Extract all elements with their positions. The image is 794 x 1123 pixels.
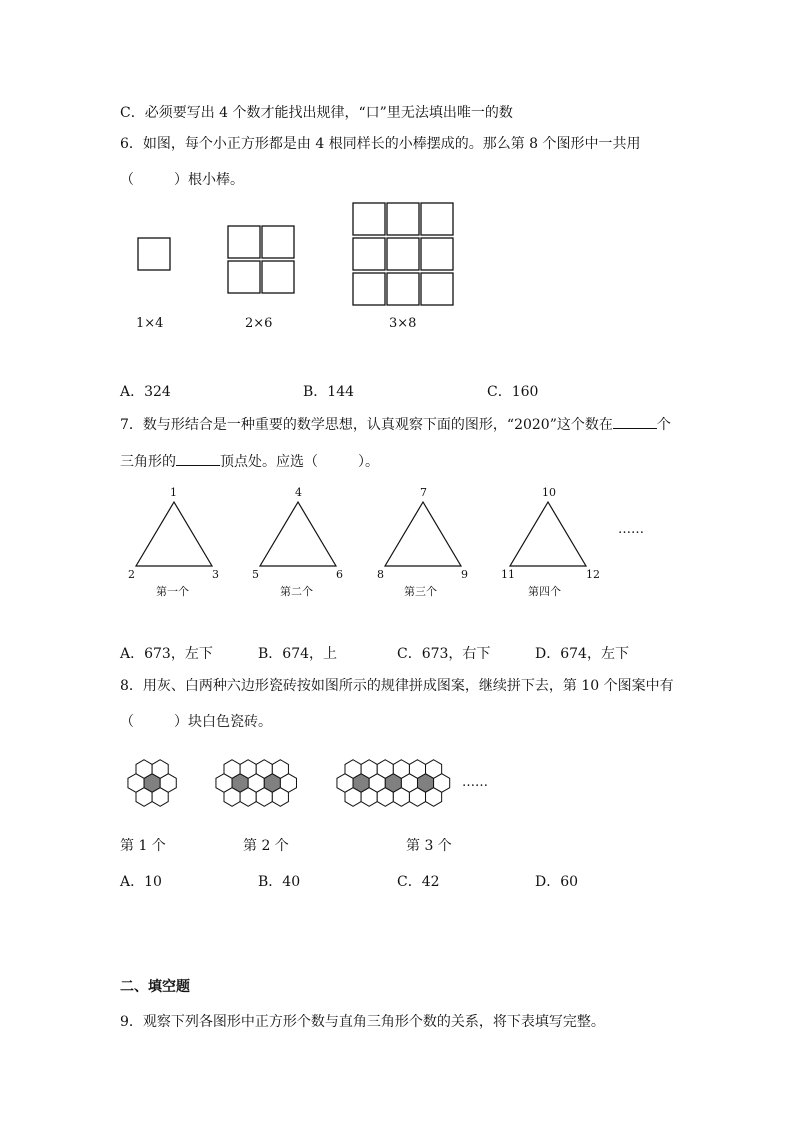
- q7-option-c[interactable]: C．673，右下: [397, 646, 491, 662]
- q8-option-b[interactable]: B．40: [258, 874, 301, 890]
- q8-caption-3: 第 3 个: [406, 838, 452, 854]
- q7-t4-right: 12: [586, 568, 600, 581]
- q7-stem-text-d: 顶点处。应选（: [220, 454, 318, 470]
- q7-t3-left: 8: [377, 568, 384, 581]
- q7-option-b[interactable]: B．674，上: [258, 646, 338, 662]
- q7-option-a[interactable]: A．673，左下: [120, 646, 213, 662]
- q7-t2-right: 6: [336, 568, 343, 581]
- q7-t2-left: 5: [252, 568, 259, 581]
- q7-ellipsis: ……: [618, 522, 644, 537]
- q7-t1-top: 1: [170, 486, 177, 499]
- q8-option-c[interactable]: C．42: [397, 874, 440, 890]
- white-hex-tile: [361, 760, 377, 779]
- q7-stem-text-a: 7．数与形结合是一种重要的数学思想，认真观察下面的图形，“2020”这个数在: [120, 417, 613, 433]
- q7-stem-text-e: ）。: [358, 454, 379, 470]
- q7-t2-caption: 第二个: [280, 585, 313, 598]
- white-hex-tile: [361, 788, 377, 807]
- white-hex-tile: [224, 760, 240, 779]
- q6-paren-open: （: [120, 172, 134, 188]
- q8-caption-2: 第 2 个: [243, 838, 289, 854]
- q8-option-d[interactable]: D．60: [535, 874, 579, 890]
- q9-stem: 9．观察下列各图形中正方形个数与直角三角形个数的关系，将下表填写完整。: [120, 1014, 605, 1030]
- q7-t1-left: 2: [128, 568, 135, 581]
- white-hex-tile: [256, 760, 272, 779]
- q8-caption-1: 第 1 个: [120, 838, 166, 854]
- white-hex-tile: [152, 788, 168, 807]
- white-hex-tile: [393, 788, 409, 807]
- white-hex-tile: [136, 760, 152, 779]
- white-hex-tile: [426, 788, 442, 807]
- white-hex-tile: [345, 788, 361, 807]
- q8-paren-open: （: [120, 714, 134, 730]
- q7-t3-caption: 第三个: [404, 585, 437, 598]
- white-hex-tile: [272, 760, 288, 779]
- white-hex-tile: [409, 760, 425, 779]
- q7-t4-left: 11: [501, 568, 515, 581]
- q6-fig1-label: 1×4: [136, 316, 164, 331]
- q7-t1-caption: 第一个: [156, 585, 189, 598]
- white-hex-tile: [136, 788, 152, 807]
- q7-t4-top: 10: [542, 486, 556, 499]
- white-hex-tile: [152, 760, 168, 779]
- q7-stem-text-c: 三角形的: [120, 454, 176, 470]
- q6-fig2-label: 2×6: [245, 316, 273, 331]
- q8-paren-close: ）块白色瓷砖。: [174, 714, 272, 730]
- q6-option-b[interactable]: B．144: [303, 384, 355, 400]
- section-title: 二、填空题: [120, 979, 190, 995]
- q7-t3-top: 7: [420, 486, 427, 499]
- white-hex-tile: [224, 788, 240, 807]
- white-hex-tile: [409, 788, 425, 807]
- q7-t3-right: 9: [461, 568, 468, 581]
- white-hex-tile: [240, 760, 256, 779]
- white-hex-tile: [426, 760, 442, 779]
- white-hex-tile: [240, 788, 256, 807]
- q7-t1-right: 3: [212, 568, 219, 581]
- white-hex-tile: [345, 760, 361, 779]
- white-hex-tile: [377, 788, 393, 807]
- q6-stem-line1: 6．如图，每个小正方形都是由 4 根同样长的小棒摆成的。那么第 8 个图形中一共用: [120, 136, 641, 152]
- q8-ellipsis: ……: [462, 775, 488, 790]
- q6-fig3-label: 3×8: [389, 316, 417, 331]
- q6-option-a[interactable]: A．324: [120, 384, 171, 400]
- white-hex-tile: [393, 760, 409, 779]
- q7-option-d[interactable]: D．674，左下: [535, 646, 629, 662]
- q8-option-a[interactable]: A．10: [120, 874, 162, 890]
- q7-t4-caption: 第四个: [528, 585, 561, 598]
- q7-t2-top: 4: [295, 486, 302, 499]
- q5-option-c: C．必须要写出 4 个数才能找出规律，“口”里无法填出唯一的数: [120, 105, 513, 121]
- white-hex-tile: [377, 760, 393, 779]
- q7-stem-text-b: 个: [656, 417, 671, 433]
- q6-option-c[interactable]: C．160: [487, 384, 539, 400]
- white-hex-tile: [272, 788, 288, 807]
- q6-paren-close: ）根小棒。: [174, 172, 244, 188]
- q8-stem-line1: 8．用灰、白两种六边形瓷砖按如图所示的规律拼成图案，继续拼下去，第 10 个图案中有: [120, 678, 674, 694]
- white-hex-tile: [256, 788, 272, 807]
